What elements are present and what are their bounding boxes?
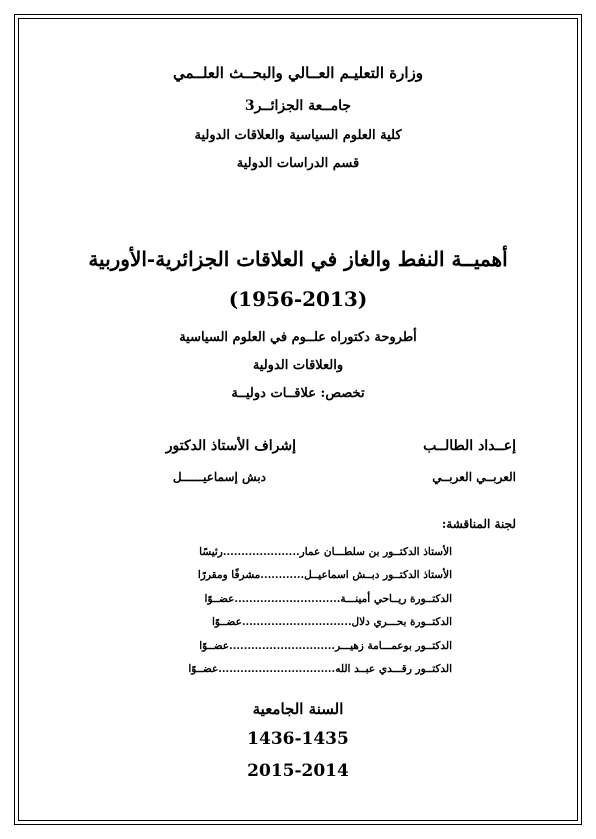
academic-year-label: السنة الجامعية	[252, 700, 344, 718]
degree-line-2: والعلاقات الدولية	[252, 358, 344, 373]
student-name: العربــي العربــي	[432, 470, 516, 484]
committee-title: لجنة المناقشة:	[441, 517, 516, 531]
committee-member: الدكتــورة ريــاحي أمينـــة.............................عضــوًا	[204, 593, 452, 605]
supervisor-label: إشراف الأستاذ الدكتور	[165, 438, 296, 454]
committee-member: الدكتــور بوعمـــامة زهيـــر.............................عضــوًا	[199, 640, 452, 652]
academic-year-gregorian: 2015-2014	[247, 761, 349, 781]
thesis-period: (1956-2013)	[228, 287, 368, 311]
faculty-name: كلية العلوم السياسية والعلاقات الدولية	[194, 128, 402, 143]
department-name: قسم الدراسات الدولية	[236, 156, 360, 171]
committee-member: الدكتــورة بحـــري دلال..............................عضــوًا	[211, 616, 452, 628]
ministry-name: وزارة التعليـم العــالي والبحــث العلــمي	[172, 64, 424, 82]
committee-member: الأستاذ الدكتــور دبــش اسماعيــل............مشرفًا ومقررًا	[197, 569, 452, 581]
student-label: إعــداد الطالــب	[423, 438, 516, 454]
specialty: تخصص: علاقــات دوليــة	[231, 386, 365, 401]
committee-member: الدكتــور رقـــدي عبــد الله................................عضــوًا	[188, 663, 452, 675]
degree-line-1: أطروحة دكتوراه علــوم في العلوم السياسية	[179, 330, 417, 345]
thesis-title: أهميــة النفط والغاز في العلاقات الجزائرية-الأوربية	[88, 247, 508, 271]
academic-year-hijri: 1436-1435	[247, 729, 349, 749]
supervisor-name: دبش إسماعيــــــل	[172, 470, 266, 484]
university-name: جامــعة الجزائــر3	[244, 98, 352, 114]
committee-member: الأستاذ الدكتــور بن سلطـــان عمار.....................رئيسًا	[199, 546, 452, 558]
